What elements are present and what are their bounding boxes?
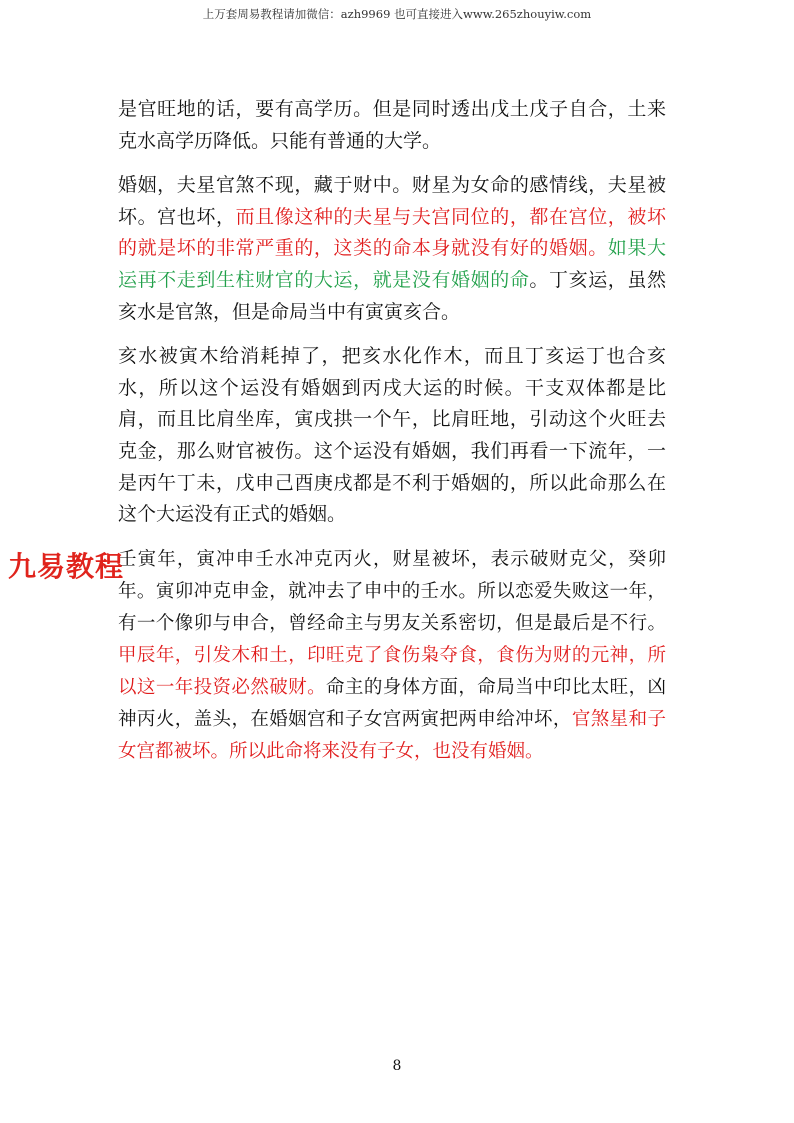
page-header: 上万套周易教程请加微信：azh9969 也可直接进入www.265zhouyiw.com — [202, 7, 592, 21]
page-number: 8 — [392, 1058, 402, 1074]
highlight-green-text: 如果大运再不走到生柱财官的大运，就是没有婚姻的命 — [118, 237, 666, 291]
text-segment: 是官旺地的话，要有高学历。但是同时透出戊土戊子自合，土来克水高学历降低。只能有普通的大学。 — [118, 98, 666, 152]
paragraph-liunian — [118, 544, 666, 768]
text-segment: 婚姻，夫星官煞不现，藏于财中。财星为女命的感情线，夫星被坏。宫也坏， — [118, 174, 666, 228]
paragraph-marriage — [118, 170, 666, 328]
highlight-red-text: 而且像这种的夫星与夫宫同位的，都在宫位，被坏的就是坏的非常严重的，这类的命本身就没有好的婚姻。 — [118, 205, 666, 260]
paragraph-education — [118, 94, 666, 157]
text-segment: 亥水被寅木给消耗掉了，把亥水化作木，而且丁亥运丁也合亥水，所以这个运没有婚姻到丙戌大运的时候。干支双体都是比肩，而且比肩坐库，寅戌拱一个午，比肩旺地，引动这个火旺去克金，那么财官被伤。这个运没有婚姻，我们再看一下流年，一是丙午丁未，戊申己酉庚戌都是不利于婚姻的，所以此命那么在这个大运没有正式的婚姻。 — [118, 345, 666, 526]
highlight-red-text: 甲辰年，引发木和土，印旺克了食伤枭夺食，食伤为财的元神，所以这一年投资必然破财。 — [118, 644, 666, 698]
text-segment: 。丁亥运，虽然亥水是官煞，但是命局当中有寅寅亥合。 — [118, 268, 666, 323]
highlight-red-text: 官煞星和子女宫都被坏。所以此命将来没有子女，也没有婚姻。 — [118, 708, 666, 762]
paragraph-dayun — [118, 341, 666, 531]
watermark-logo: 九易教程 — [8, 550, 125, 583]
document-body — [118, 94, 666, 781]
text-segment: 命主的身体方面，命局当中印比太旺，凶神丙火，盖头，在婚姻宫和子女宫两寅把两申给冲坏， — [118, 676, 666, 730]
text-segment: 壬寅年，寅冲申壬水冲克丙火，财星被坏，表示破财克父，癸卯年。寅卯冲克申金，就冲去了申中的壬水。所以恋爱失败这一年，有一个像卯与申合，曾经命主与男友关系密切，但是最后是不行。 — [118, 548, 666, 634]
